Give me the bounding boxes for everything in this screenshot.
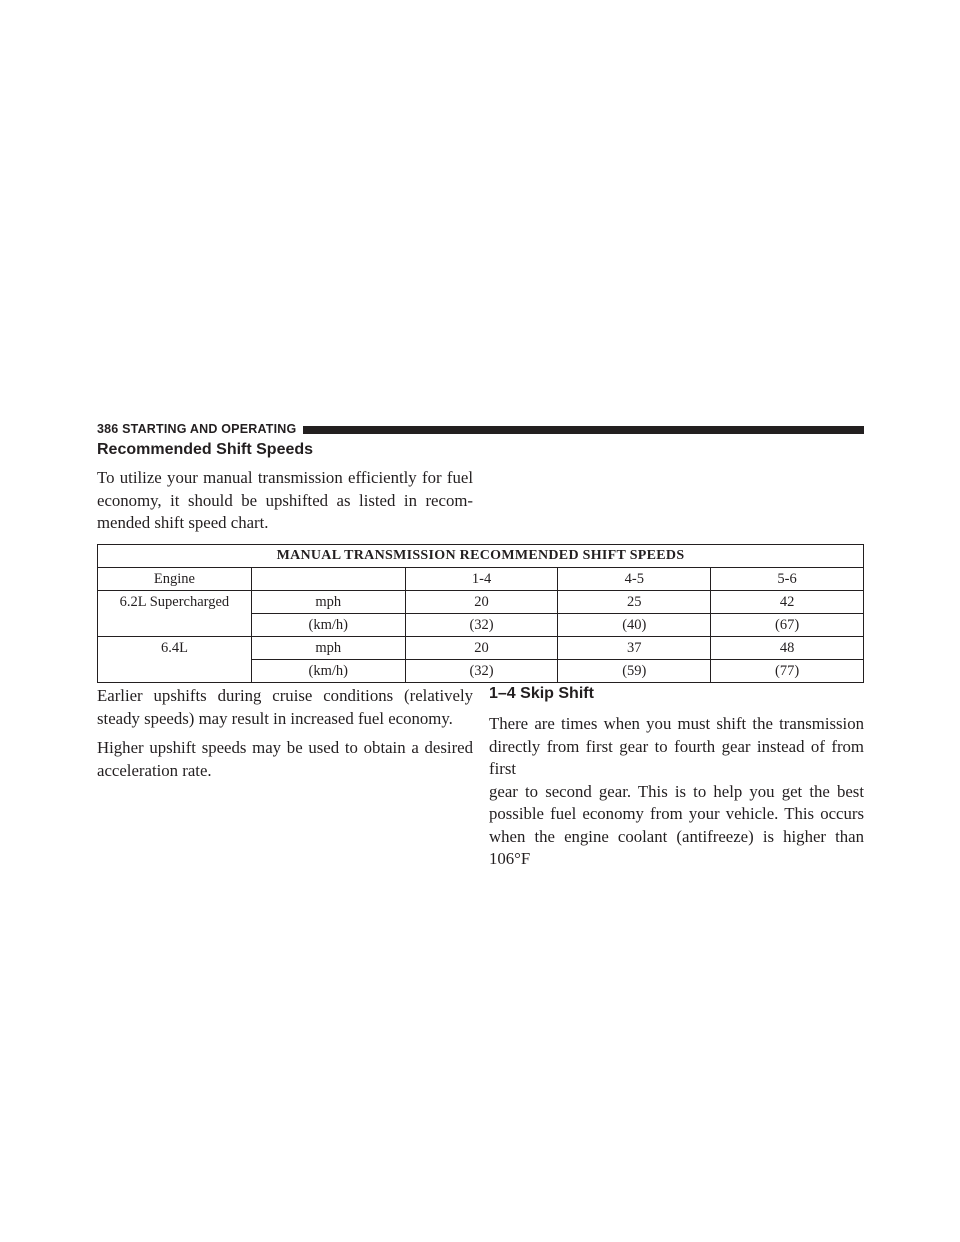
page-number-and-section: 386 STARTING AND OPERATING — [97, 422, 297, 436]
text-line: gear to second gear. This is to help you get the best — [489, 781, 864, 801]
value-cell: 20 — [405, 591, 558, 614]
unit-cell: (km/h) — [251, 614, 405, 637]
value-cell: 48 — [711, 637, 864, 660]
value-cell: (32) — [405, 660, 558, 683]
text-line: Higher upshift speeds may be used to obtain a desired — [97, 738, 473, 757]
text-line: possible fuel economy from your vehicle. This occurs — [489, 804, 864, 823]
intro-paragraph — [97, 467, 473, 535]
text-line: steady speeds) may result in increased fuel economy. — [97, 708, 453, 728]
text-line: when the engine coolant (antifreeze) is higher than 106°F — [489, 826, 864, 868]
value-cell: (32) — [405, 614, 558, 637]
text-line: directly from first gear to fourth gear instead of from first — [489, 736, 864, 778]
value-cell: 42 — [711, 591, 864, 614]
column-header: 5-6 — [711, 568, 864, 591]
unit-cell: (km/h) — [251, 660, 405, 683]
paragraph-skip-shift — [489, 713, 864, 871]
table-row — [98, 660, 864, 683]
value-cell: (40) — [558, 614, 711, 637]
section-heading-shift-speeds: Recommended Shift Speeds — [97, 441, 314, 458]
section-heading-skip-shift: 1–4 Skip Shift — [489, 685, 594, 702]
page-header — [97, 419, 864, 439]
text-line: acceleration rate. — [97, 760, 212, 780]
text-line: Earlier upshifts during cruise conditions (relatively — [97, 686, 473, 705]
text-line: There are times when you must shift the transmission — [489, 714, 864, 733]
column-header — [251, 568, 405, 591]
engine-cell — [98, 660, 252, 683]
column-header: 4-5 — [558, 568, 711, 591]
engine-cell — [98, 614, 252, 637]
column-header: Engine — [98, 568, 252, 591]
column-header: 1-4 — [405, 568, 558, 591]
text-line: To utilize your manual transmission efficiently for fuel — [97, 468, 473, 487]
value-cell: 25 — [558, 591, 711, 614]
table-row — [98, 591, 864, 614]
engine-cell: 6.2L Supercharged — [98, 591, 252, 614]
engine-cell: 6.4L — [98, 637, 252, 660]
table-header-row — [98, 568, 864, 591]
paragraph-earlier-upshifts — [97, 685, 473, 730]
value-cell: (67) — [711, 614, 864, 637]
value-cell: (59) — [558, 660, 711, 683]
text-line: economy, it should be upshifted as listed in recom- — [97, 490, 473, 510]
table-title-row — [98, 545, 864, 568]
table-row — [98, 637, 864, 660]
value-cell: 20 — [405, 637, 558, 660]
table-row — [98, 614, 864, 637]
paragraph-higher-upshifts — [97, 737, 473, 782]
value-cell: 37 — [558, 637, 711, 660]
table-title: MANUAL TRANSMISSION RECOMMENDED SHIFT SPEEDS — [98, 545, 864, 568]
unit-cell: mph — [251, 591, 405, 614]
text-line: mended shift speed chart. — [97, 513, 269, 532]
unit-cell: mph — [251, 637, 405, 660]
shift-speeds-table — [97, 544, 864, 683]
value-cell: (77) — [711, 660, 864, 683]
header-rule — [303, 426, 864, 434]
